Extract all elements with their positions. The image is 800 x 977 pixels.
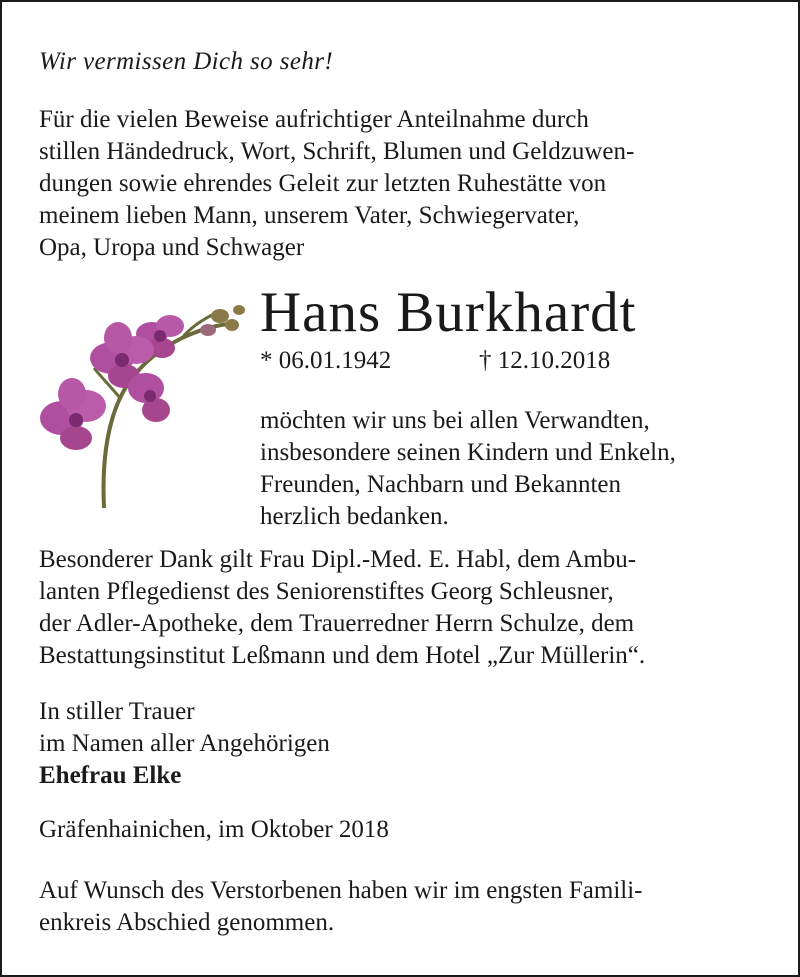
thanks-line: möchten wir uns bei allen Verwandten, [260, 407, 650, 434]
intro-line: dungen sowie ehrendes Geleit zur letzten Ruhestätte von [39, 170, 607, 197]
wish-paragraph [39, 875, 643, 939]
motto: Wir vermissen Dich so sehr! [39, 48, 334, 75]
intro-line: meinem lieben Mann, unserem Vater, Schwiegervater, [39, 202, 580, 229]
closing-line: In stiller Trauer [39, 698, 195, 725]
special-thanks-paragraph [39, 544, 645, 672]
intro-line: stillen Händedruck, Wort, Schrift, Blumen und Geldzuwen- [39, 138, 635, 165]
wish-line: Auf Wunsch des Verstorbenen haben wir im engsten Famili- [39, 877, 643, 904]
intro-line: Opa, Uropa und Schwager [39, 234, 305, 261]
closing-line: im Namen aller Angehörigen [39, 730, 330, 757]
deceased-name: Hans Burkhardt [260, 281, 637, 344]
place-date [39, 814, 389, 846]
orchid-flower-right [128, 373, 170, 422]
wish-line: enkreis Abschied genommen. [39, 909, 335, 936]
closing-block [39, 696, 330, 792]
birth-date: * 06.01.1942 [260, 347, 392, 374]
signer: Ehefrau Elke [39, 762, 182, 789]
death-date: † 12.10.2018 [479, 347, 611, 374]
thanks-line: insbesondere seinen Kindern und Enkeln, [260, 439, 676, 466]
thanks-paragraph [260, 405, 676, 533]
intro-paragraph [39, 104, 634, 264]
place-date-text: Gräfenhainichen, im Oktober 2018 [39, 816, 389, 843]
thanks-line: Freunden, Nachbarn und Bekannten [260, 471, 621, 498]
special-thanks-line: lanten Pflegedienst des Seniorenstiftes Georg Schleusner, [39, 578, 614, 605]
special-thanks-line: Bestattungsinstitut Leßmann und dem Hotel „Zur Müllerin“. [39, 642, 646, 669]
special-thanks-line: Besonderer Dank gilt Frau Dipl.-Med. E. Habl, dem Ambu- [39, 546, 637, 573]
thanks-line: herzlich bedanken. [260, 503, 449, 530]
orchid-illustration [32, 298, 254, 510]
intro-line: Für die vielen Beweise aufrichtiger Anteilnahme durch [39, 106, 589, 133]
special-thanks-line: der Adler-Apotheke, dem Trauerredner Herrn Schulze, dem [39, 610, 635, 637]
orchid-flower-left [40, 378, 106, 450]
orchid-buds [200, 305, 245, 336]
